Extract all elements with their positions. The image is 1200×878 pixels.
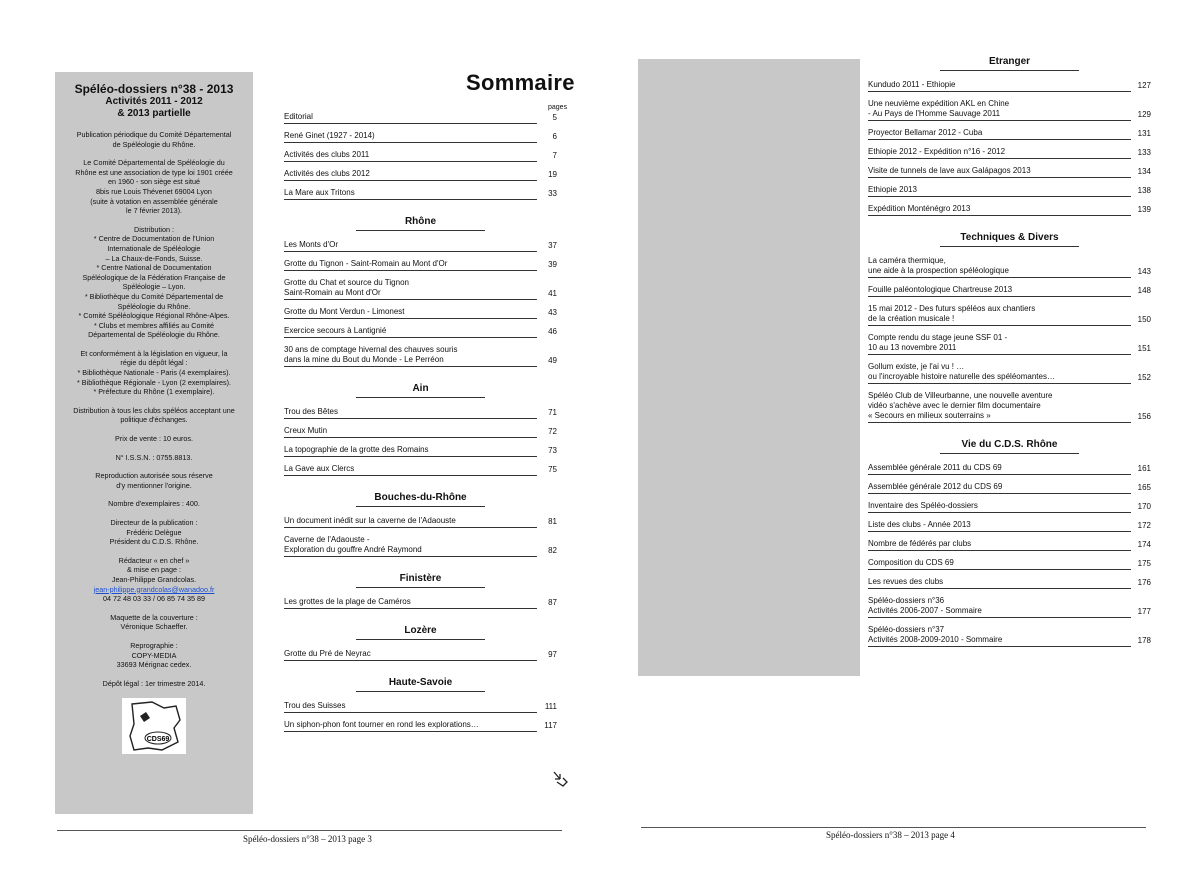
editor-label: Rédacteur « en chef » & mise en page : Jean-Philippe Grandcolas. <box>111 555 197 584</box>
toc-entry[interactable] <box>868 391 1151 423</box>
toc-entry-title: Grotte du Chat et source du Tignon Saint-Romain au Mont d'Or <box>284 278 537 300</box>
toc-entry-title: Grotte du Tignon - Saint-Romain au Mont d'Or <box>284 259 537 271</box>
toc-entry-title: Grotte du Pré de Neyrac <box>284 649 537 661</box>
toc-entry-page: 5 <box>552 113 557 122</box>
toc-entry-title: Un document inédit sur la caverne de l'Adaouste <box>284 516 537 528</box>
toc-entry-title: Grotte du Mont Verdun - Limonest <box>284 307 537 319</box>
toc-entry-page: 71 <box>548 408 557 417</box>
toc-entry-title: La Gave aux Clercs <box>284 464 537 476</box>
toc-entry-page: 143 <box>1137 267 1151 276</box>
cds69-logo-icon <box>122 698 186 754</box>
info-paragraph: Reprographie : COPY-MEDIA 33693 Mérignac cedex. <box>116 640 192 670</box>
toc-entry[interactable] <box>284 188 557 200</box>
toc-entry-title: Activités des clubs 2011 <box>284 150 537 162</box>
toc-entry-page: 19 <box>548 170 557 179</box>
toc-entry[interactable] <box>868 501 1151 513</box>
toc-entry-title: Editorial <box>284 112 537 124</box>
toc-entry-title: La topographie de la grotte des Romains <box>284 445 537 457</box>
toc-entry-page: 73 <box>548 446 557 455</box>
toc-entry-page: 7 <box>552 151 557 160</box>
toc-entry-page: 127 <box>1137 81 1151 90</box>
toc-entry[interactable] <box>284 464 557 476</box>
toc-entry[interactable] <box>284 535 557 557</box>
toc-entry[interactable] <box>284 597 557 609</box>
logo-text: CDS69 <box>146 736 170 744</box>
toc-section-heading: Vie du C.D.S. Rhône <box>868 439 1151 454</box>
toc-entry-page: 138 <box>1137 186 1151 195</box>
info-paragraph: Directeur de la publication : Frédéric Delègue Président du C.D.S. Rhône. <box>109 518 199 547</box>
toc-entry-page: 81 <box>548 517 557 526</box>
toc-entry[interactable] <box>868 128 1151 140</box>
toc-entry[interactable] <box>284 407 557 419</box>
toc-section-heading: Techniques & Divers <box>868 232 1151 247</box>
toc-entry-title: René Ginet (1927 - 2014) <box>284 131 537 143</box>
toc-entry-title: Exercice secours à Lantignié <box>284 326 537 338</box>
toc-entry[interactable] <box>868 166 1151 178</box>
toc-entry-page: 178 <box>1137 636 1151 645</box>
toc-entry-page: 150 <box>1137 315 1151 324</box>
toc-entry[interactable] <box>868 520 1151 532</box>
toc-entry-title: Expédition Monténégro 2013 <box>868 204 1131 216</box>
toc-entry[interactable] <box>284 240 557 252</box>
toc-entry-page: 172 <box>1137 521 1151 530</box>
toc-entry-title: Les grottes de la plage de Caméros <box>284 597 537 609</box>
pages-label: pages <box>548 104 568 111</box>
toc-entry-page: 33 <box>548 189 557 198</box>
hand-arrow-icon <box>551 770 569 793</box>
toc-title: Sommaire <box>466 70 575 95</box>
toc-entry-title: Une neuvième expédition AKL en Chine - Au Pays de l'Homme Sauvage 2011 <box>868 99 1131 121</box>
editor-phones: 04 72 48 03 33 / 06 85 74 35 89 <box>103 594 205 604</box>
toc-entry-title: Ethiopie 2013 <box>868 185 1131 197</box>
toc-entry-title: Spéléo Club de Villeurbanne, une nouvelle aventure vidéo s'achève avec le dernier film documentaire « Secours en milieux souterrains » <box>868 391 1131 423</box>
toc-entry-title: 30 ans de comptage hivernal des chauves souris dans la mine du Bout du Monde - Le Perréon <box>284 345 537 367</box>
toc-entry-page: 170 <box>1137 502 1151 511</box>
toc-entry-title: La caméra thermique, une aide à la prospection spéléologique <box>868 256 1131 278</box>
toc-entry[interactable] <box>868 204 1151 216</box>
toc-entry[interactable] <box>868 256 1151 278</box>
toc-entry-page: 165 <box>1137 483 1151 492</box>
toc-entry[interactable] <box>868 558 1151 570</box>
info-paragraph: Le Comité Départemental de Spéléologie du Rhône est une association de type loi 1901 créée en 1960 - son siège est situé 8bis rue Louis Thévenet 69004 Lyon (suite à votation en assemblée générale le 7 février 2013). <box>75 158 233 216</box>
toc-entry[interactable] <box>284 278 557 300</box>
footer-rule-right <box>641 827 1146 828</box>
toc-entry[interactable] <box>868 577 1151 589</box>
placeholder-grey-block <box>638 59 860 676</box>
toc-entry[interactable] <box>284 426 557 438</box>
toc-entry-title: Assemblée générale 2011 du CDS 69 <box>868 463 1131 475</box>
footer-rule-left <box>57 830 562 831</box>
toc-entry-page: 134 <box>1137 167 1151 176</box>
toc-entry-title: Composition du CDS 69 <box>868 558 1131 570</box>
toc-entry[interactable] <box>868 625 1151 647</box>
toc-entry-title: Gollum existe, je l'ai vu ! … ou l'incroyable histoire naturelle des spéléomantes… <box>868 362 1131 384</box>
info-paragraph: Distribution : * Centre de Documentation de l'Union Internationale de Spéléologie – La Chaux-de-Fonds, Suisse. * Centre National de Documentation Spéléologique de la Fédération Française de Spéléologie – Lyon. * Bibliothèque du Comité Départemental de Spéléologie du Rhône. * Comité Spéléologique Régional Rhône-Alpes. * Clubs et membres affiliés au Comité Départemental de Spéléologie du Rhône. <box>78 224 230 340</box>
toc-entry-page: 133 <box>1137 148 1151 157</box>
toc-entry[interactable] <box>284 131 557 143</box>
toc-entry-page: 46 <box>548 327 557 336</box>
toc-entry-page: 131 <box>1137 129 1151 138</box>
footer-right: Spéléo-dossiers n°38 – 2013 page 4 <box>826 830 955 840</box>
toc-entry-page: 156 <box>1137 412 1151 421</box>
toc-entry-title: Trou des Bêtes <box>284 407 537 419</box>
toc-entry-page: 82 <box>548 546 557 555</box>
toc-entry-title: Liste des clubs - Année 2013 <box>868 520 1131 532</box>
toc-entry[interactable] <box>284 720 557 732</box>
info-paragraphs-end <box>61 613 247 689</box>
toc-entry[interactable] <box>868 285 1151 297</box>
toc-entry-page: 43 <box>548 308 557 317</box>
toc-entry-page: 117 <box>544 721 557 730</box>
toc-entry-page: 111 <box>544 702 557 711</box>
info-paragraph: N° I.S.S.N. : 0755.8813. <box>115 452 193 462</box>
toc-entry[interactable] <box>868 463 1151 475</box>
toc-entry[interactable] <box>284 445 557 457</box>
toc-entry[interactable] <box>284 259 557 271</box>
toc-entry[interactable] <box>284 112 557 124</box>
toc-entry-page: 176 <box>1137 578 1151 587</box>
toc-entry-title: Spéléo-dossiers n°37 Activités 2008-2009-2010 - Sommaire <box>868 625 1131 647</box>
toc-entry-title: 15 mai 2012 - Des futurs spéléos aux chantiers de la création musicale ! <box>868 304 1131 326</box>
info-paragraph: Prix de vente : 10 euros. <box>115 434 193 444</box>
toc-entry-title: Assemblée générale 2012 du CDS 69 <box>868 482 1131 494</box>
toc-entry-title: Spéléo-dossiers n°36 Activités 2006-2007 - Sommaire <box>868 596 1131 618</box>
toc-section-heading: Finistère <box>284 573 557 588</box>
toc-entry-title: Inventaire des Spéléo-dossiers <box>868 501 1131 513</box>
toc-entry[interactable] <box>284 326 557 338</box>
toc-entry-page: 177 <box>1137 607 1151 616</box>
toc-entry[interactable] <box>868 304 1151 326</box>
toc-entry-title: Fouille paléontologique Chartreuse 2013 <box>868 285 1131 297</box>
info-paragraph: Publication périodique du Comité Départemental de Spéléologie du Rhône. <box>76 130 232 149</box>
info-paragraph: Maquette de la couverture : Véronique Schaeffer. <box>110 612 198 632</box>
toc-entry[interactable] <box>868 482 1151 494</box>
toc-entry-title: Compte rendu du stage jeune SSF 01 - 10 au 13 novembre 2011 <box>868 333 1131 355</box>
toc-section-heading: Lozère <box>284 625 557 640</box>
toc-entry-page: 148 <box>1137 286 1151 295</box>
toc-entry-page: 175 <box>1137 559 1151 568</box>
toc-entry-title: Les Monts d'Or <box>284 240 537 252</box>
info-paragraph: Reproduction autorisée sous réserve d'y mentionner l'origine. <box>95 471 213 490</box>
info-paragraph: Dépôt légal : 1er trimestre 2014. <box>102 678 206 688</box>
toc-section-heading: Haute-Savoie <box>284 677 557 692</box>
issue-subtitle-2: & 2013 partielle <box>117 108 191 119</box>
toc-entry-page: 97 <box>548 650 557 659</box>
toc-entry-page: 139 <box>1137 205 1151 214</box>
toc-section-heading: Rhône <box>284 216 557 231</box>
toc-entry-page: 129 <box>1137 110 1151 119</box>
editor-email-link[interactable]: jean-philippe.grandcolas@wanadoo.fr <box>93 584 215 594</box>
toc-entry[interactable] <box>284 345 557 367</box>
toc-entry[interactable] <box>284 150 557 162</box>
toc-entry-title: Proyector Bellamar 2012 - Cuba <box>868 128 1131 140</box>
toc-entry-page: 37 <box>548 241 557 250</box>
toc-entry-title: Activités des clubs 2012 <box>284 169 537 181</box>
toc-entry-page: 75 <box>548 465 557 474</box>
toc-entry-title: Trou des Suisses <box>284 701 537 713</box>
toc-entry-page: 39 <box>548 260 557 269</box>
info-paragraph: Et conformément à la législation en vigueur, la régie du dépôt légal : * Bibliothèque Nationale - Paris (4 exemplaires). * Bibliothèque Régionale - Lyon (2 exemplaires). * Préfecture du Rhône (1 exemplaire). <box>77 348 231 397</box>
toc-entry-page: 72 <box>548 427 557 436</box>
toc-entry-page: 49 <box>548 356 557 365</box>
toc-entry-title: Visite de tunnels de lave aux Galápagos 2013 <box>868 166 1131 178</box>
toc-entry-page: 161 <box>1137 464 1151 473</box>
toc-entry[interactable] <box>868 333 1151 355</box>
toc-entry-page: 174 <box>1137 540 1151 549</box>
toc-entry-title: Caverne de l'Adaouste - Exploration du gouffre André Raymond <box>284 535 537 557</box>
toc-entry-title: Les revues des clubs <box>868 577 1131 589</box>
issue-subtitle: Activités 2011 - 2012 <box>105 96 203 107</box>
toc-entry-page: 151 <box>1137 344 1151 353</box>
toc-entry[interactable] <box>284 649 557 661</box>
toc-entry-page: 87 <box>548 598 557 607</box>
toc-entry[interactable] <box>868 362 1151 384</box>
toc-entry[interactable] <box>868 596 1151 618</box>
toc-right-column <box>868 56 1151 654</box>
toc-entry-title: Un siphon-phon font tourner en rond les explorations… <box>284 720 537 732</box>
footer-left: Spéléo-dossiers n°38 – 2013 page 3 <box>243 834 372 844</box>
toc-entry[interactable] <box>868 99 1151 121</box>
toc-entry[interactable] <box>284 516 557 528</box>
toc-entry-title: Ethiopie 2012 - Expédition n°16 - 2012 <box>868 147 1131 159</box>
toc-entry[interactable] <box>868 147 1151 159</box>
toc-entry[interactable] <box>284 169 557 181</box>
toc-entry-title: La Mare aux Tritons <box>284 188 537 200</box>
toc-entry-title: Creux Mutin <box>284 426 537 438</box>
editor-credit <box>61 556 247 604</box>
toc-section-heading: Etranger <box>868 56 1151 71</box>
toc-section-heading: Ain <box>284 383 557 398</box>
issue-title: Spéléo-dossiers n°38 - 2013 <box>74 82 234 96</box>
toc-entry-page: 152 <box>1137 373 1151 382</box>
toc-entry[interactable] <box>284 307 557 319</box>
publication-info-column <box>55 72 253 814</box>
info-paragraph: Nombre d'exemplaires : 400. <box>108 499 200 509</box>
info-paragraphs <box>61 130 247 547</box>
toc-section-heading: Bouches-du-Rhône <box>284 492 557 507</box>
toc-entry-title: Kundudo 2011 - Ethiopie <box>868 80 1131 92</box>
toc-entry-page: 6 <box>552 132 557 141</box>
toc-left-column <box>284 112 557 739</box>
toc-entry[interactable] <box>284 701 557 713</box>
toc-entry[interactable] <box>868 80 1151 92</box>
toc-entry-page: 41 <box>548 289 557 298</box>
info-paragraph: Distribution à tous les clubs spéléos acceptant une politique d'échanges. <box>73 405 235 425</box>
toc-entry[interactable] <box>868 539 1151 551</box>
toc-entry[interactable] <box>868 185 1151 197</box>
toc-entry-title: Nombre de fédérés par clubs <box>868 539 1131 551</box>
